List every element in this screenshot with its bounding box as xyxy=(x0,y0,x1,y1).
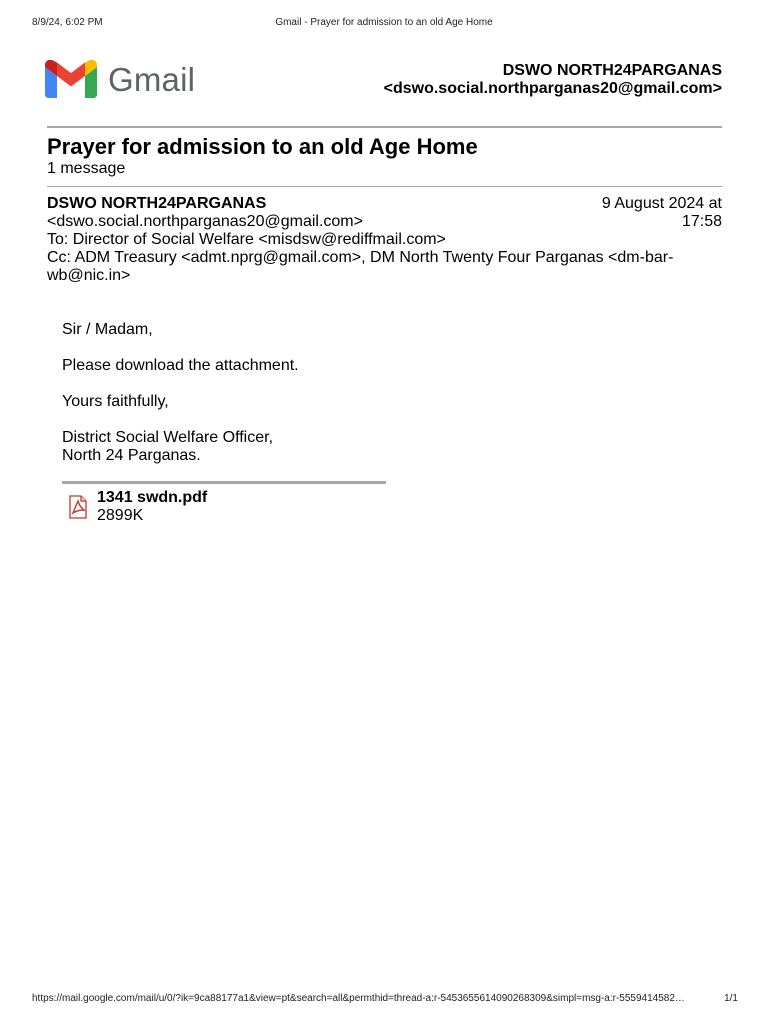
pdf-file-icon xyxy=(66,495,90,519)
gmail-logo xyxy=(45,60,205,100)
attachment-name[interactable]: 1341 swdn.pdf xyxy=(97,489,208,506)
sender-name: DSWO NORTH24PARGANAS xyxy=(47,195,267,212)
sender-email: <dswo.social.northparganas20@gmail.com> xyxy=(47,213,363,230)
print-datetime: 8/9/24, 6:02 PM xyxy=(32,17,103,28)
print-page-number: 1/1 xyxy=(724,993,738,1004)
print-url: https://mail.google.com/mail/u/0/?ik=9ca88177a1&view=pt&search=all&permthid=thread-a:r-5453655614090268309&simpl=msg-a:r-5559414582… xyxy=(32,993,685,1004)
attachment-divider xyxy=(62,481,386,484)
thread-subject: Prayer for admission to an old Age Home xyxy=(47,134,478,159)
print-page-title: Gmail - Prayer for admission to an old Age Home xyxy=(275,17,493,28)
signature-title: District Social Welfare Officer, xyxy=(62,429,274,446)
account-email: <dswo.social.northparganas20@gmail.com> xyxy=(383,80,722,97)
body-greeting: Sir / Madam, xyxy=(62,321,153,338)
body-closing: Yours faithfully, xyxy=(62,393,169,410)
account-info xyxy=(384,62,722,98)
print-footer xyxy=(32,993,738,1005)
print-header xyxy=(32,17,736,31)
attachment-item[interactable] xyxy=(66,489,266,529)
to-recipients: To: Director of Social Welfare <misdsw@rediffmail.com> xyxy=(47,231,446,248)
message-date-line2: 17:58 xyxy=(681,213,722,230)
message-divider xyxy=(47,186,722,187)
message-date xyxy=(582,195,722,231)
account-name: DSWO NORTH24PARGANAS xyxy=(502,62,722,79)
message-date-line1: 9 August 2024 at xyxy=(601,195,722,212)
cc-recipients: Cc: ADM Treasury <admt.nprg@gmail.com>, DM North Twenty Four Parganas <dm-bar-wb@nic.in> xyxy=(47,249,674,284)
body-line: Please download the attachment. xyxy=(62,357,299,374)
message-count: 1 message xyxy=(47,160,126,177)
message-header xyxy=(47,195,722,285)
gmail-wordmark: Gmail xyxy=(108,61,196,98)
attachment-size: 2899K xyxy=(97,507,144,524)
gmail-logo-icon xyxy=(45,60,97,98)
message-body xyxy=(62,321,299,465)
header-row xyxy=(45,58,722,102)
signature-location: North 24 Parganas. xyxy=(62,447,201,464)
header-divider xyxy=(47,126,722,128)
